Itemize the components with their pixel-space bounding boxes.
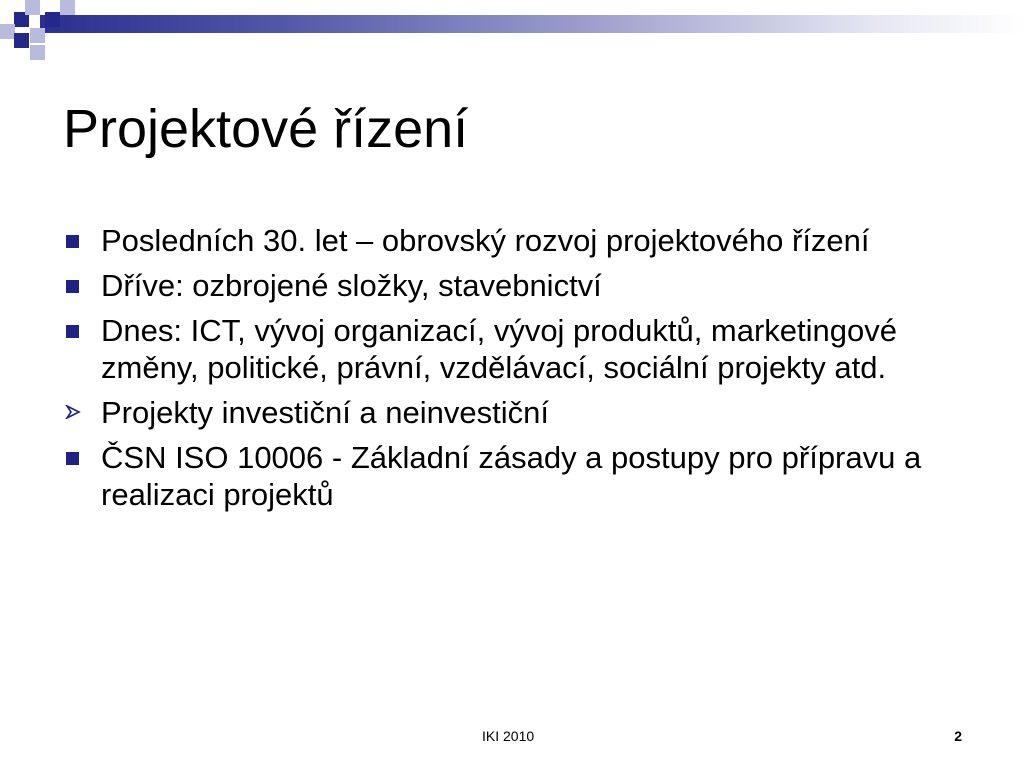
bullet-item bbox=[62, 439, 962, 513]
square-bullet-icon bbox=[62, 267, 88, 304]
bullet-list bbox=[62, 222, 962, 521]
decorative-square-icon bbox=[60, 0, 75, 15]
decorative-square-icon bbox=[45, 12, 60, 27]
slide-title: Projektové řízení bbox=[63, 99, 469, 159]
decorative-square-icon bbox=[30, 45, 45, 60]
square-bullet-icon bbox=[62, 439, 88, 476]
bullet-text: Projekty investiční a neinvestiční bbox=[101, 395, 549, 430]
bullet-item bbox=[62, 222, 962, 259]
bullet-text: Dnes: ICT, vývoj organizací, vývoj produktů, marketingové změny, politické, právní, vzdělávací, sociální projekty atd. bbox=[101, 313, 898, 385]
decorative-square-icon bbox=[14, 33, 29, 48]
decorative-square-icon bbox=[25, 0, 40, 15]
decorative-square-icon bbox=[30, 28, 45, 43]
bullet-text: Posledních 30. let – obrovský rozvoj projektového řízení bbox=[101, 223, 870, 258]
bullet-item bbox=[62, 312, 962, 386]
page-number: 2 bbox=[954, 728, 962, 744]
square-bullet-icon bbox=[62, 222, 88, 259]
decorative-header-band bbox=[0, 0, 1024, 48]
bullet-item bbox=[62, 394, 962, 431]
bullet-text: ČSN ISO 10006 - Základní zásady a postupy pro přípravu a realizaci projektů bbox=[101, 440, 922, 512]
arrow-bullet-icon bbox=[62, 394, 88, 431]
bullet-text: Dříve: ozbrojené složky, stavebnictví bbox=[101, 268, 602, 303]
bullet-item bbox=[62, 267, 962, 304]
gradient-bar bbox=[40, 15, 1024, 33]
footer-text: IKI 2010 bbox=[482, 728, 535, 744]
decorative-square-icon bbox=[0, 24, 15, 39]
square-bullet-icon bbox=[62, 312, 88, 349]
